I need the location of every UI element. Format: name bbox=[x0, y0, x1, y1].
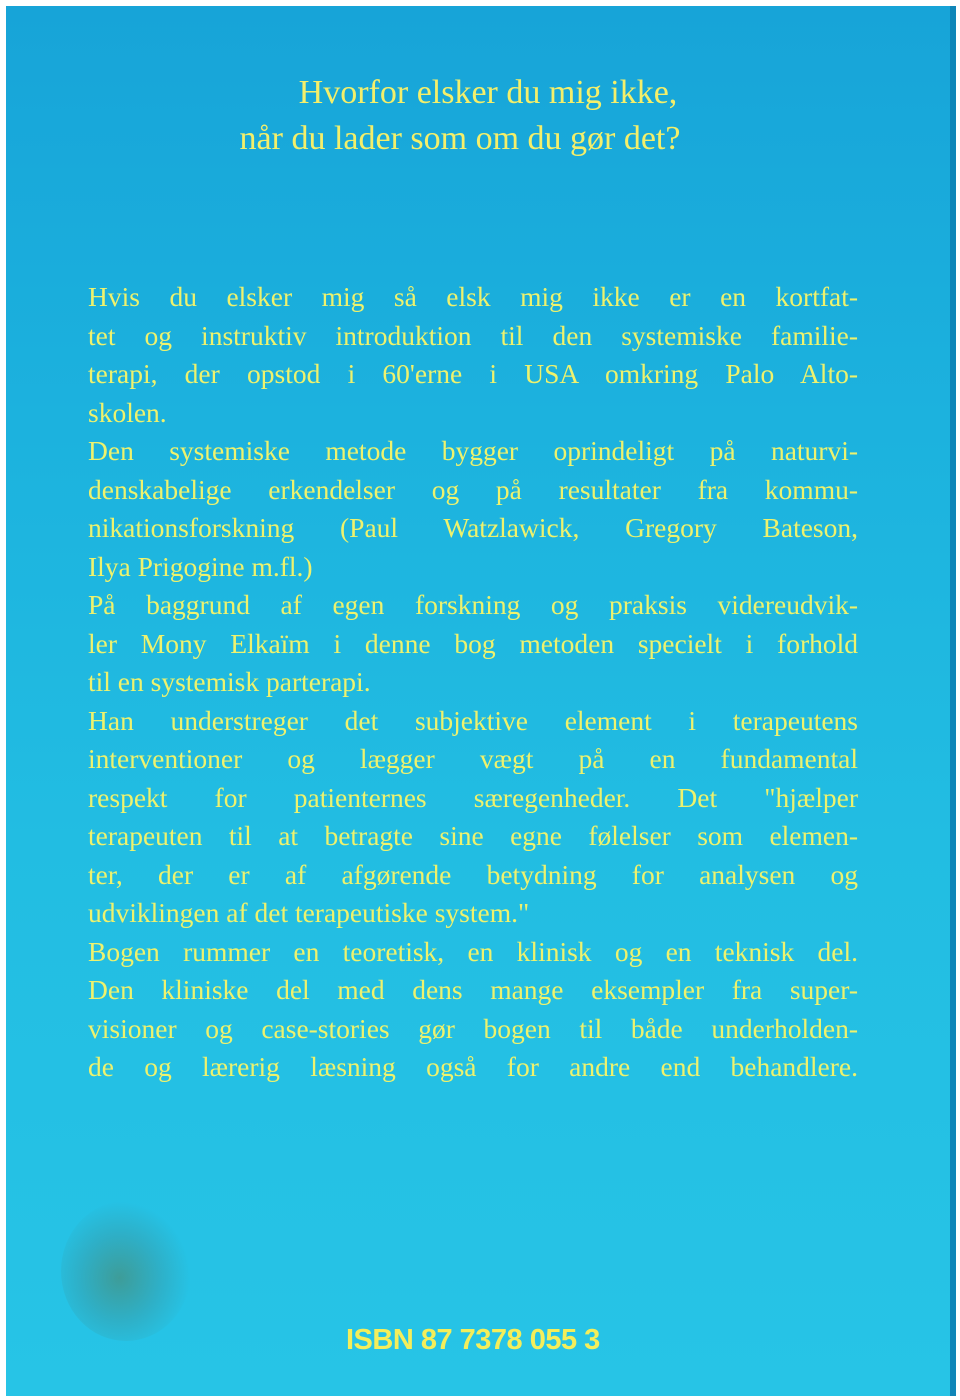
blurb-line: terapeuten til at betragte sine egne følelser som elemen- bbox=[88, 820, 858, 851]
blurb-line: skolen. bbox=[88, 396, 167, 428]
blurb-line: denskabelige erkendelser og på resultater fra kommu- bbox=[88, 473, 858, 505]
blurb-line: Ilya Prigogine m.fl.) bbox=[88, 550, 313, 582]
blurb-line: udviklingen af det terapeutiske system." bbox=[88, 897, 530, 928]
headline-line-1: Hvorfor elsker du mig ikke, bbox=[298, 74, 678, 111]
blurb-line: Hvis du elsker mig så elsk mig ikke er en kortfat- bbox=[88, 281, 858, 312]
blurb-line: nikationsforskning (Paul Watzlawick, Gregory Bateson, bbox=[88, 512, 858, 543]
blurb-line: Han understreger det subjektive element i terapeutens bbox=[88, 704, 858, 736]
blurb-line: ter, der er af afgørende betydning for analysen og bbox=[88, 858, 858, 890]
blurb-line: På baggrund af egen forskning og praksis videreudvik- bbox=[88, 589, 858, 620]
blurb-line: interventioner og lægger vægt på en fundamental bbox=[88, 743, 858, 774]
blurb-line: Den systemiske metode bygger oprindeligt på naturvi- bbox=[88, 435, 858, 466]
headline-line-2: når du lader som om du gør det? bbox=[239, 120, 681, 157]
blurb-text bbox=[88, 278, 858, 1087]
blurb-line: respekt for patienternes særegenheder. Det "hjælper bbox=[88, 781, 858, 813]
blurb-line: ler Mony Elkaïm i denne bog metoden specielt i forhold bbox=[88, 627, 858, 659]
blurb-line: Den kliniske del med dens mange eksempler fra super- bbox=[88, 974, 858, 1005]
blurb-line: til en systemisk parterapi. bbox=[88, 666, 371, 697]
book-back-cover bbox=[6, 6, 956, 1396]
blurb-line: tet og instruktiv introduktion til den systemiske familie- bbox=[88, 319, 858, 351]
blurb-line: terapi, der opstod i 60'erne i USA omkring Palo Alto- bbox=[88, 358, 858, 389]
blurb-line: visioner og case-stories gør bogen til både underholden- bbox=[88, 1012, 858, 1044]
cover-stain bbox=[61, 1201, 191, 1341]
isbn-number: ISBN 87 7378 055 3 bbox=[346, 1324, 600, 1356]
blurb-line: Bogen rummer en teoretisk, en klinisk og en teknisk del. bbox=[88, 935, 858, 967]
blurb-line: de og lærerig læsning også for andre end behandlere. bbox=[88, 1051, 858, 1082]
